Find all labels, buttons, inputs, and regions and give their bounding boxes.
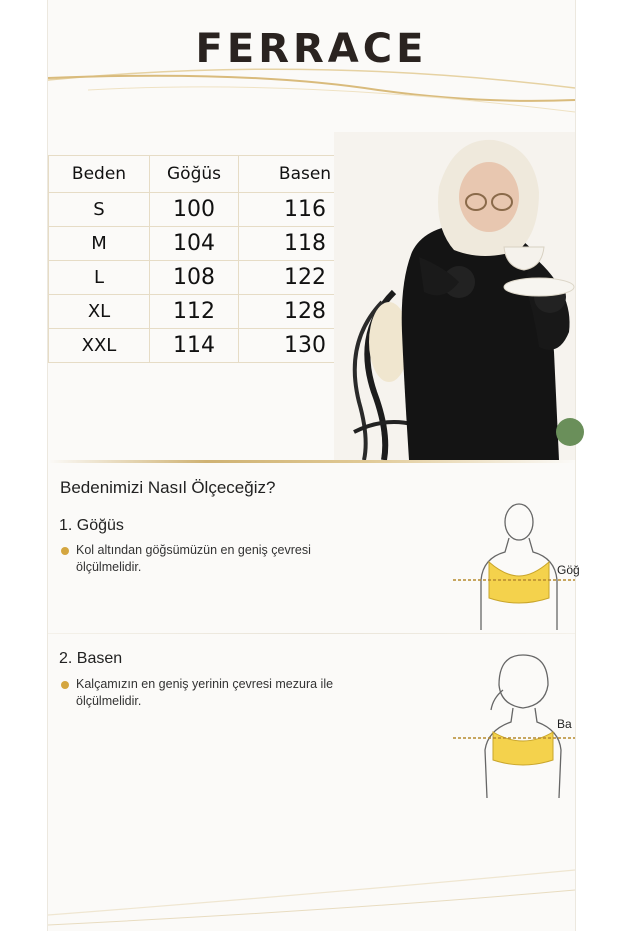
basen-cell: 116 (239, 193, 372, 227)
section-title-gogus: 1. Göğüs (59, 517, 124, 534)
basen-cell: 128 (239, 295, 372, 329)
gold-swoosh-bottom (48, 800, 575, 931)
size-cell: L (49, 261, 150, 295)
gogus-cell: 108 (150, 261, 239, 295)
table-row (49, 295, 374, 329)
size-cell: XL (49, 295, 150, 329)
gold-dot-icon (61, 681, 69, 689)
guide-title: Bedenimizi Nasıl Ölçeceğiz? (60, 478, 276, 497)
size-cell: S (49, 193, 150, 227)
gogus-cell: 100 (150, 193, 239, 227)
header-basen: Basen (239, 156, 372, 193)
gogus-cell: 114 (150, 329, 239, 363)
size-table (48, 155, 374, 363)
gogus-cell: 104 (150, 227, 239, 261)
basen-cell: 122 (239, 261, 372, 295)
header-gogus: Göğüs (150, 156, 239, 193)
header-beden: Beden (49, 156, 150, 193)
gold-swoosh-ornament (48, 60, 575, 115)
size-cell: XXL (49, 329, 150, 363)
figure-label-gogus: Göğ (557, 563, 580, 577)
section-text-gogus: Kol altından göğsümüzün en geniş çevresi ölçülmelidir. (76, 543, 311, 574)
table-row (49, 329, 374, 363)
gold-dot-icon (61, 547, 69, 555)
section-divider (48, 633, 575, 634)
section-text-basen: Kalçamızın en geniş yerinin çevresi mezura ile ölçülmelidir. (76, 677, 334, 708)
table-row (49, 227, 374, 261)
size-chart-page (47, 0, 580, 931)
size-cell: M (49, 227, 150, 261)
gold-divider (48, 460, 575, 463)
model-photo (334, 132, 575, 460)
brand-logo: FERRACE (195, 26, 428, 72)
figure-label-basen: Ba (557, 717, 572, 731)
section-title-basen: 2. Basen (59, 650, 123, 667)
table-row (49, 261, 374, 295)
table-header-row (49, 156, 374, 193)
table-row (49, 193, 374, 227)
basen-cell: 130 (239, 329, 372, 363)
basen-cell: 118 (239, 227, 372, 261)
gogus-cell: 112 (150, 295, 239, 329)
